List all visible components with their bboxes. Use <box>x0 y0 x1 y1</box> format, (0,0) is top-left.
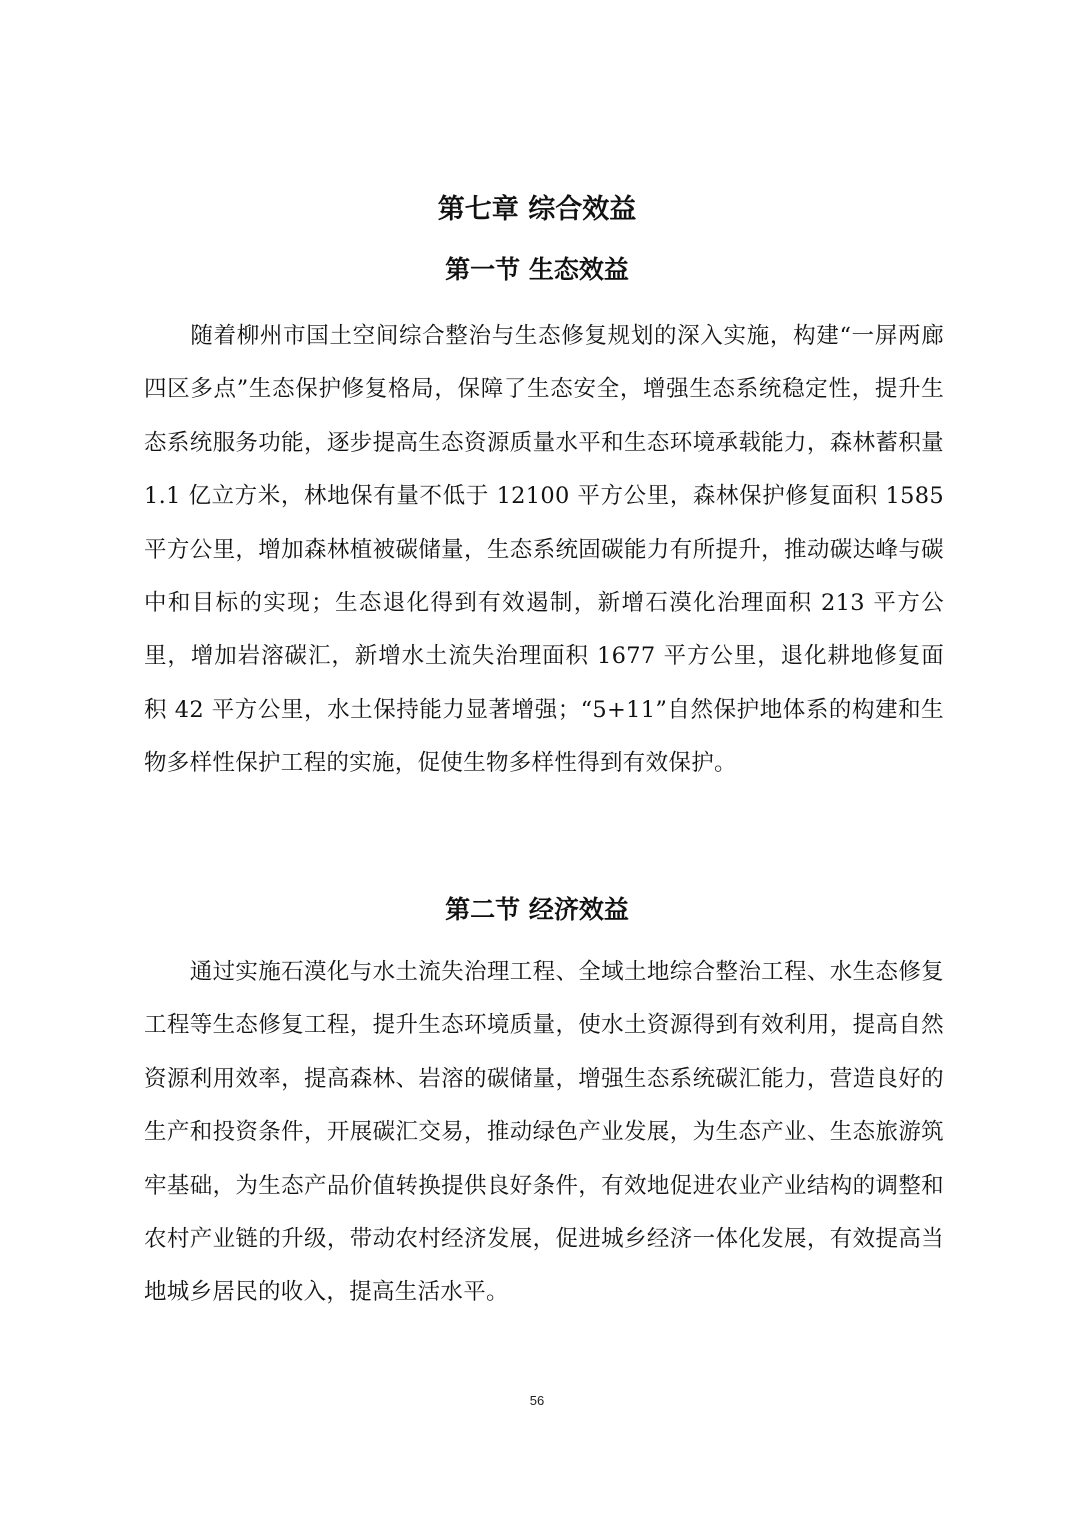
paragraph-ecological-benefits: 随着柳州市国土空间综合整治与生态修复规划的深入实施，构建“一屏两廊四区多点”生态保护修复格局，保障了生态安全，增强生态系统稳定性，提升生态系统服务功能，逐步提高生态资源质量水平和生态环境承载能力，森林蓄积量 1.1 亿立方米，林地保有量不低于 12100 平方公里，森林保护修复面积 1585 平方公里，增加森林植被碳储量，生态系统固碳能力有所提升，推动碳达峰与碳中和目标的实现；生态退化得到有效遏制，新增石漠化治理面积 213 平方公里，增加岩溶碳汇，新增水土流失治理面积 1677 平方公里，退化耕地修复面积 42 平方公里，水土保持能力显著增强；“5+11”自然保护地体系的构建和生物多样性保护工程的实施，促使生物多样性得到有效保护。 <box>144 323 944 777</box>
page-number: 56 <box>529 1393 545 1408</box>
section-title-ecological-benefits: 第一节 生态效益 <box>445 255 629 284</box>
chapter-title: 第七章 综合效益 <box>437 194 637 225</box>
paragraph-economic-benefits: 通过实施石漠化与水土流失治理工程、全域土地综合整治工程、水生态修复工程等生态修复工程，提升生态环境质量，使水土资源得到有效利用，提高自然资源利用效率，提高森林、岩溶的碳储量，增强生态系统碳汇能力，营造良好的生产和投资条件，开展碳汇交易，推动绿色产业发展，为生态产业、生态旅游筑牢基础，为生态产品价值转换提供良好条件，有效地促进农业产业结构的调整和农村产业链的升级，带动农村经济发展，促进城乡经济一体化发展，有效提高当地城乡居民的收入，提高生活水平。 <box>144 959 944 1306</box>
section-title-economic-benefits: 第二节 经济效益 <box>445 895 629 924</box>
